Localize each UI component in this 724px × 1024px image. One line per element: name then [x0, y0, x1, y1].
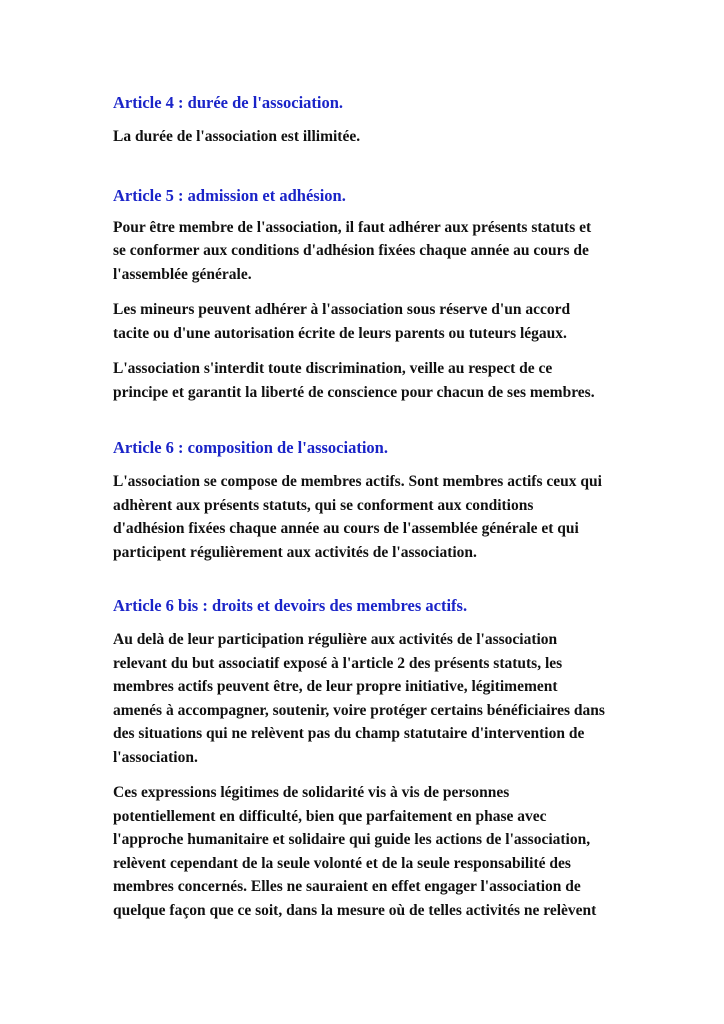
text-line: l'approche humanitaire et solidaire qui guide les actions de l'association,	[113, 831, 591, 848]
article-6-bis-heading: Article 6 bis : droits et devoirs des membres actifs.	[113, 596, 468, 615]
document-body	[113, 91, 653, 922]
text-line: tacite ou d'une autorisation écrite de leurs parents ou tuteurs légaux.	[113, 324, 567, 342]
article-4-paragraph-1	[113, 125, 653, 149]
text-line: membres actifs peuvent être, de leur propre initiative, légitimement	[113, 678, 558, 695]
article-5-heading: Article 5 : admission et adhésion.	[113, 185, 346, 205]
text-line: participent régulièrement aux activités de l'association.	[113, 543, 477, 561]
article-5-paragraph-2	[113, 298, 653, 345]
text-line: Les mineurs peuvent adhérer à l'association sous réserve d'un accord	[113, 301, 571, 318]
text-line: relèvent cependant de la seule volonté et de la seule responsabilité des	[113, 854, 571, 872]
article-6-bis-paragraph-1	[113, 628, 653, 769]
text-line: L'association se compose de membres actifs. Sont membres actifs ceux qui	[113, 473, 602, 490]
article-6-heading: Article 6 : composition de l'association.	[113, 438, 388, 457]
text-line: La durée de l'association est illimitée.	[113, 128, 361, 145]
text-line: Au delà de leur participation régulière aux activités de l'association	[113, 631, 558, 648]
article-6-paragraph-1	[113, 470, 653, 564]
text-line: amenés à accompagner, soutenir, voire protéger certains bénéficiaires dans	[113, 701, 605, 719]
text-line: d'adhésion fixées chaque année au cours de l'assemblée générale et qui	[113, 520, 579, 537]
text-line: potentiellement en difficulté, bien que parfaitement en phase avec	[113, 807, 547, 825]
text-line: relevant du but associatif exposé à l'article 2 des présents statuts, les	[113, 654, 563, 672]
text-line: Pour être membre de l'association, il faut adhérer aux présents statuts et	[113, 218, 592, 236]
text-line: Ces expressions légitimes de solidarité vis à vis de personnes	[113, 784, 510, 801]
text-line: adhèrent aux présents statuts, qui se conforment aux conditions	[113, 496, 534, 514]
article-5-paragraph-1	[113, 216, 653, 287]
text-line: des situations qui ne relèvent pas du champ statutaire d'intervention de	[113, 725, 585, 742]
article-4-heading: Article 4 : durée de l'association.	[113, 93, 344, 112]
text-line: se conformer aux conditions d'adhésion fixées chaque année au cours de	[113, 242, 589, 259]
article-5-paragraph-3	[113, 357, 653, 404]
article-6-bis-paragraph-2	[113, 781, 653, 922]
text-line: L'association s'interdit toute discrimination, veille au respect de ce	[113, 360, 553, 377]
text-line: principe et garantit la liberté de conscience pour chacun de ses membres.	[113, 383, 595, 401]
text-line: l'assemblée générale.	[113, 265, 252, 283]
text-line: quelque façon que ce soit, dans la mesure où de telles activités ne relèvent	[113, 901, 597, 919]
text-line: membres concernés. Elles ne sauraient en effet engager l'association de	[113, 878, 581, 895]
text-line: l'association.	[113, 748, 198, 766]
